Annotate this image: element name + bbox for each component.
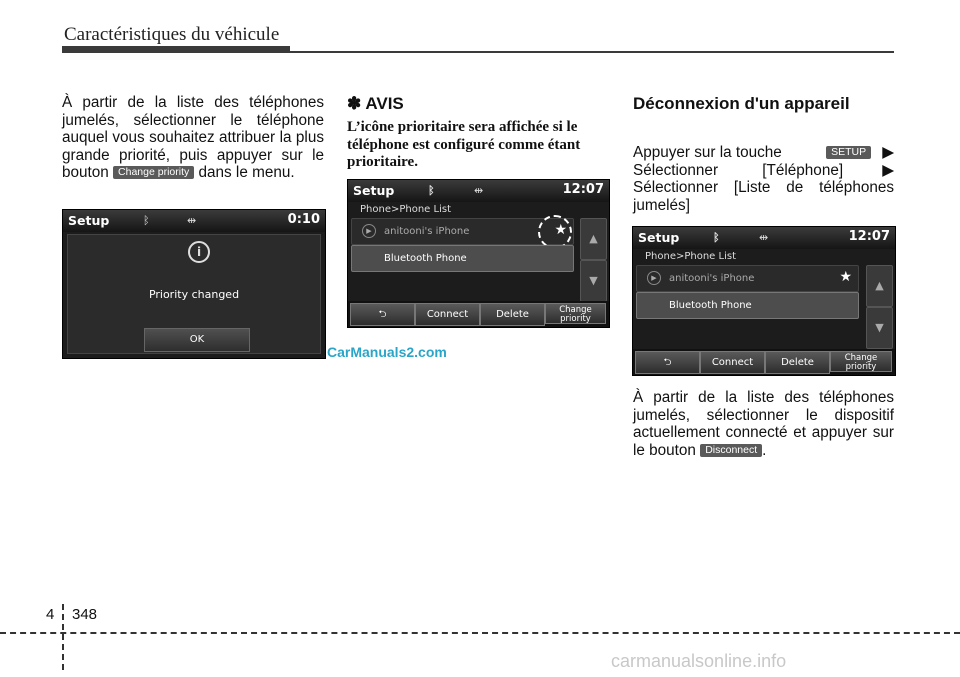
screen-time: 12:07 [562, 182, 604, 197]
info-icon: i [188, 241, 210, 263]
back-button[interactable]: ⮌ [635, 351, 700, 374]
priority-changed-screenshot [62, 209, 326, 359]
usb-icon: ⇹ [187, 214, 197, 227]
phone-name: anitooni's iPhone [669, 273, 755, 284]
header-rule [62, 51, 894, 53]
change-priority-button[interactable] [545, 303, 606, 324]
scroll-up-button[interactable]: ▲ [866, 265, 893, 307]
screen-title: Setup [638, 230, 680, 245]
delete-button[interactable]: Delete [480, 303, 545, 326]
play-icon: ▶ [362, 224, 376, 238]
usb-icon: ⇹ [759, 231, 769, 244]
priority-changed-message: Priority changed [148, 288, 240, 301]
screen-title: Setup [68, 213, 110, 228]
section-steps [633, 144, 894, 214]
disconnect-text-after: . [762, 441, 767, 459]
scroll-down-button[interactable]: ▼ [866, 307, 893, 349]
disconnect-text-before: À partir de la liste des téléphones jumelés, sélectionner le dispositif actuellement connecté et appuyer sur le bouton [633, 389, 894, 459]
change-priority-inline-button: Change priority [113, 166, 194, 179]
col1-text-before: À partir de la liste des téléphones jumelés, sélectionner le téléphone auquel vous souhaitez attribuer la plus grande priorité, puis appuyer sur le bouton [62, 94, 324, 181]
star-icon: ★ [839, 269, 852, 285]
phone-list-item[interactable] [636, 265, 859, 292]
step-2-text: Sélectionner [Téléphone] [633, 161, 844, 179]
scroll-up-button[interactable]: ▲ [580, 218, 607, 260]
change-label: Change [844, 353, 878, 363]
page-header-title: Caractéristiques du véhicule [64, 24, 280, 45]
bluetooth-icon: ᛒ [143, 214, 150, 227]
screen-top-bar [63, 210, 325, 232]
highlight-circle [538, 215, 572, 249]
step-2 [633, 162, 894, 180]
step-3: Sélectionner [Liste de téléphones jumelés] [633, 179, 894, 214]
section-title: Déconnexion d'un appareil [633, 94, 850, 113]
change-priority-button[interactable] [830, 351, 892, 372]
bluetooth-icon: ᛒ [713, 231, 720, 244]
connect-button[interactable]: Connect [415, 303, 480, 326]
setup-inline-button: SETUP [826, 146, 871, 159]
ok-button[interactable]: OK [144, 328, 250, 352]
disconnect-inline-button: Disconnect [700, 444, 762, 457]
back-button[interactable]: ⮌ [350, 303, 415, 326]
step-1-text: Appuyer sur la touche [633, 144, 782, 161]
footer-watermark: carmanualsonline.info [611, 651, 787, 671]
col1-paragraph [62, 94, 324, 182]
change-label: Change [559, 305, 592, 315]
screen-time: 0:10 [287, 212, 320, 227]
connect-button[interactable]: Connect [700, 351, 765, 374]
phone-list-item[interactable] [636, 292, 859, 319]
priority-label: priority [845, 362, 877, 372]
chapter-number: 4 [46, 606, 55, 623]
dialog-box [67, 234, 321, 354]
phone-list-item[interactable] [351, 245, 574, 272]
avis-title: ✽ AVIS [347, 94, 404, 113]
disconnect-paragraph [633, 389, 894, 459]
col1-text-after: dans le menu. [198, 164, 295, 181]
priority-label: priority [560, 314, 591, 324]
arrow-right-icon: ▶ [882, 144, 894, 161]
screen-time: 12:07 [848, 229, 890, 244]
phone-name: Bluetooth Phone [669, 300, 752, 311]
screen-top-bar [348, 180, 609, 202]
usb-icon: ⇹ [474, 184, 484, 197]
avis-text: L’icône prioritaire sera affichée si le téléphone est configuré comme étant prioritaire. [347, 119, 581, 170]
step-1 [633, 144, 894, 162]
screen-title: Setup [353, 183, 395, 198]
footer-dashed-divider [62, 604, 64, 670]
star-icon: ★ [554, 222, 567, 238]
screen-bottom-bar [348, 301, 609, 327]
scroll-down-button[interactable]: ▼ [580, 260, 607, 302]
phone-list-screenshot-2 [632, 226, 896, 376]
play-icon: ▶ [647, 271, 661, 285]
footer-dashed-line [0, 632, 960, 634]
arrow-right-icon: ▶ [882, 161, 894, 179]
screen-bottom-bar [633, 349, 895, 375]
breadcrumb: Phone>Phone List [645, 251, 736, 262]
delete-button[interactable]: Delete [765, 351, 830, 374]
breadcrumb: Phone>Phone List [360, 204, 451, 215]
phone-name: Bluetooth Phone [384, 253, 467, 264]
bluetooth-icon: ᛒ [428, 184, 435, 197]
phone-list-screenshot-1 [347, 179, 610, 328]
watermark: CarManuals2.com [327, 344, 447, 360]
page-number: 348 [72, 606, 98, 623]
phone-name: anitooni's iPhone [384, 226, 470, 237]
screen-top-bar [633, 227, 895, 249]
